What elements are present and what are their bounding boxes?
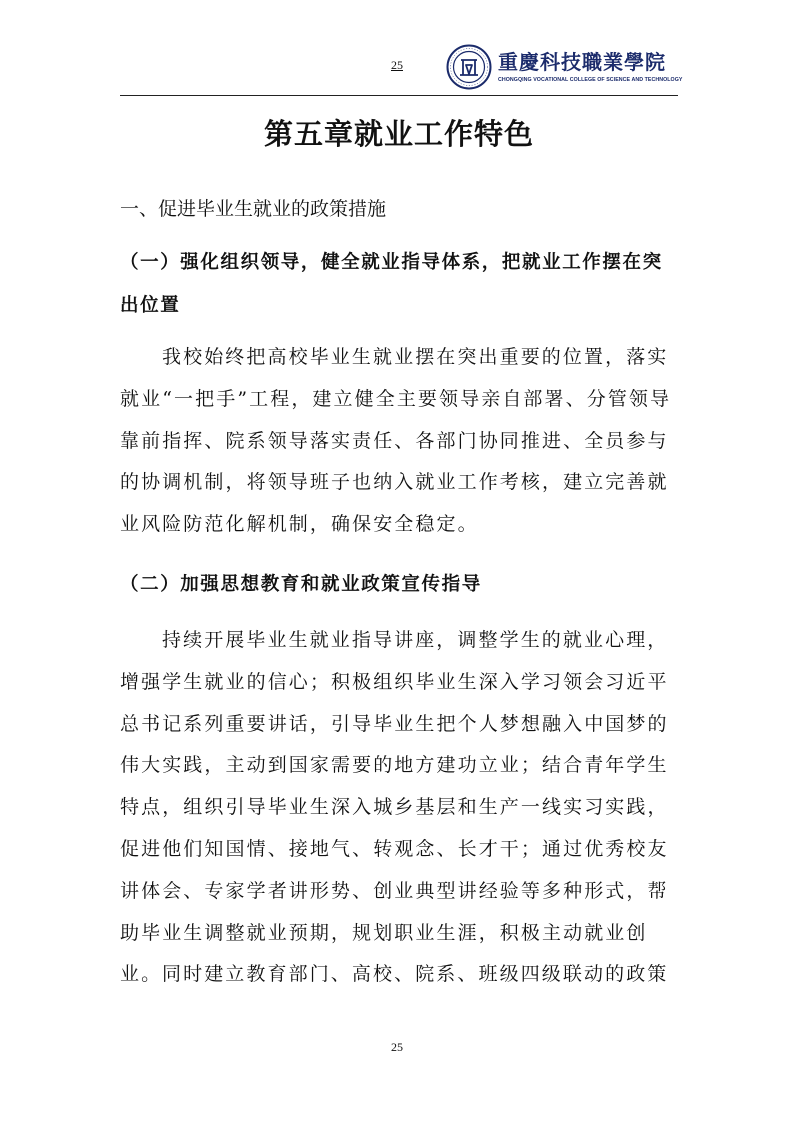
subsection-heading-1: （一）强化组织领导，健全就业指导体系，把就业工作摆在突出位置 [120,252,663,316]
header-divider [120,95,678,96]
paragraph-3: 同时建立教育部门、高校、院系、班级四级联动的政策 [162,963,669,985]
section-heading: 一、促进毕业生就业的政策措施 [120,198,387,220]
chapter-title: 第五章就业工作特色 [263,117,534,151]
footer-page-number: 25 [391,1040,403,1054]
subsection-heading-2: （二）加强思想教育和就业政策宣传指导 [120,574,482,595]
college-logo [446,44,683,92]
paragraph-2: 持续开展毕业生就业指导讲座，调整学生的就业心理，增强学生就业的信心；积极组织毕业生深入学习领会习近平总书记系列重要讲话，引导毕业生把个人梦想融入中国梦的伟大实践，主动到国家需要的地方建功立业；结合青年学生特点，组织引导毕业生深入城乡基层和生产一线实习实践，促进他们知国情、接地气、转观念、长才干；通过优秀校友讲体会、专家学者讲形势、创业典型讲经验等多种形式，帮助毕业生调整就业预期，规划职业生涯，积极主动就业创业。 [120,629,669,986]
header-page-number: 25 [391,58,403,72]
college-name-cn: 重慶科技職業學院 [498,50,666,74]
college-name-en: CHONGQING VOCATIONAL COLLEGE OF SCIENCE AND TECHNOLOGY [498,77,683,83]
college-emblem-icon [446,44,492,90]
paragraph-1: 我校始终把高校毕业生就业摆在突出重要的位置，落实就业“一把手”工程，建立健全主要领导亲自部署、分管领导靠前指挥、院系领导落实责任、各部门协同推进、全员参与的协调机制，将领导班子也纳入就业工作考核，建立完善就业风险防范化解机制，确保安全稳定。 [120,346,672,536]
